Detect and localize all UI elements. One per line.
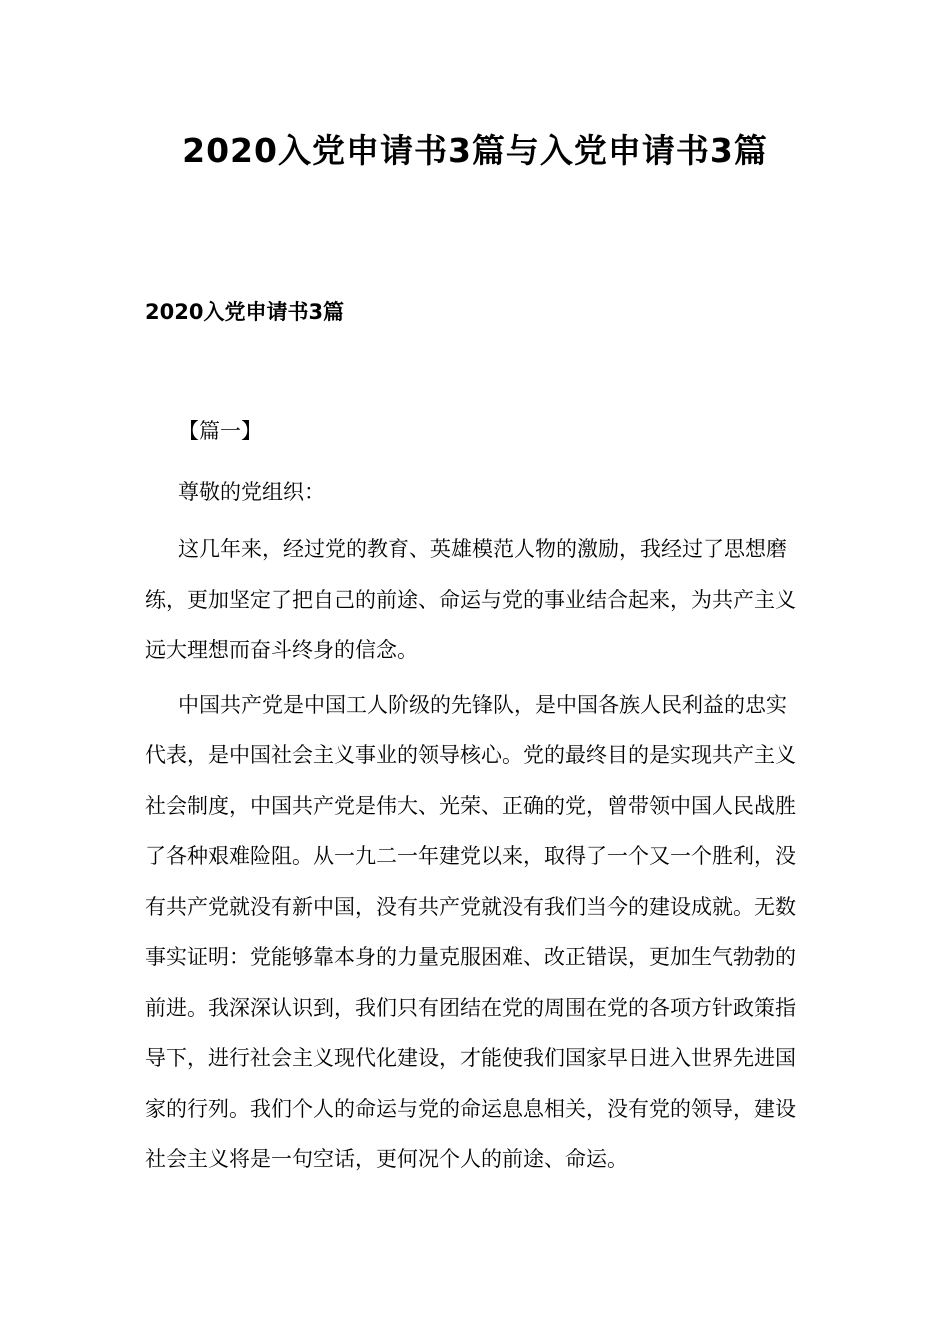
document-body (145, 406, 805, 1189)
section-heading: 2020入党申请书3篇 (145, 300, 345, 324)
part-label: 【篇一】 (178, 419, 262, 443)
salutation: 尊敬的党组织： (178, 479, 325, 504)
body-paragraph: 中国共产党是中国工人阶级的先锋队，是中国各族人民利益的忠实代表，是中国社会主义事业的领导核心。党的最终目的是实现共产主义社会制度，中国共产党是伟大、光荣、正确的党，曾带领中国人民战胜了各种艰难险阻。从一九二一年建党以来，取得了一个又一个胜利，没有共产党就没有新中国，没有共产党就没有我们当今的建设成就。无数事实证明：党能够靠本身的力量克服困难、改正错误，更加生气勃勃的前进。我深深认识到，我们只有团结在党的周围在党的各项方针政策指导下，进行社会主义现代化建设，才能使我们国家早日进入世界先进国家的行列。我们个人的命运与党的命运息息相关，没有党的领导，建设社会主义将是一句空话，更何况个人的前途、命运。 (145, 692, 796, 1171)
document-title: 2020入党申请书3篇与入党申请书3篇 (182, 131, 768, 170)
body-paragraph: 这几年来，经过党的教育、英雄模范人物的激励，我经过了思想磨练，更加坚定了把自己的前途、命运与党的事业结合起来，为共产主义远大理想而奋斗终身的信念。 (145, 537, 796, 662)
